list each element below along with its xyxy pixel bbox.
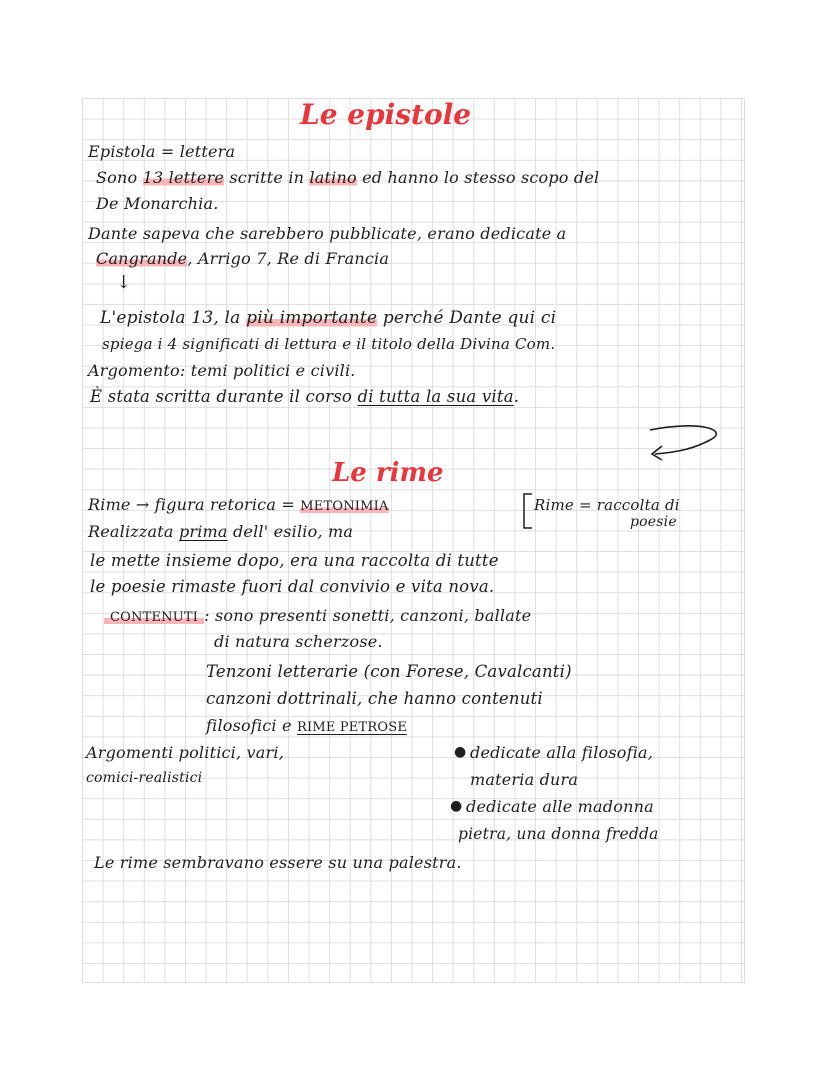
- note-line: Argomento: temi politici e civili.: [88, 361, 356, 380]
- note-text: perché Dante qui ci: [377, 308, 557, 328]
- highlight: latino: [309, 168, 357, 187]
- note-line: le mette insieme dopo, era una raccolta di tutte: [90, 551, 499, 570]
- note-line: [100, 308, 556, 328]
- highlight: METONIMIA: [300, 499, 389, 514]
- underlined-text: RIME PETROSE: [297, 720, 408, 735]
- note-line: Epistola = lettera: [88, 142, 236, 161]
- underlined-text: di tutta la sua vita: [357, 387, 514, 406]
- note-text: scritte in: [224, 168, 310, 187]
- underlined-text: prima: [178, 522, 228, 541]
- down-arrow-icon: ↓: [116, 272, 132, 293]
- note-line: canzoni dottrinali, che hanno contenuti: [206, 689, 543, 708]
- curved-arrow-icon: [640, 410, 730, 470]
- bullet-dot-icon: ●: [454, 744, 467, 760]
- note-text: filosofici e: [206, 716, 297, 735]
- bullet-item: dedicate alle madonna: [466, 797, 654, 816]
- note-line: di natura scherzose.: [214, 632, 383, 651]
- note-text: : sono presenti sonetti, canzoni, ballate: [204, 606, 532, 625]
- highlight: CONTENUTI: [104, 610, 204, 625]
- note-line: comici-realistici: [86, 770, 203, 786]
- page-title: Le epistole: [300, 98, 472, 131]
- note-line: Tenzoni letterarie (con Forese, Cavalcanti): [206, 662, 572, 681]
- note-line: De Monarchia.: [96, 194, 219, 213]
- note-line: [90, 387, 519, 406]
- note-line: [104, 606, 531, 625]
- note-line: [96, 168, 599, 187]
- note-box-line: poesie: [630, 514, 677, 530]
- note-line: spiega i 4 significati di lettura e il titolo della Divina Com.: [102, 335, 556, 353]
- highlight: Cangrande: [96, 249, 188, 268]
- note-line: Dante sapeva che sarebbero pubblicate, erano dedicate a: [88, 224, 567, 243]
- note-text: Realizzata: [88, 522, 179, 541]
- note-text: .: [513, 387, 520, 406]
- note-line: Argomenti politici, vari,: [86, 743, 284, 762]
- note-line: le poesie rimaste fuori dal convivio e vita nova.: [90, 577, 495, 596]
- note-line: [96, 249, 389, 268]
- note-text: Sono: [96, 168, 143, 187]
- note-box-line: Rime = raccolta di: [534, 496, 680, 514]
- note-line: [206, 716, 407, 735]
- note-text: Rime → figura retorica =: [88, 495, 301, 514]
- highlight: più importante: [246, 308, 378, 328]
- section-title: Le rime: [332, 458, 444, 488]
- highlight: 13 lettere: [142, 168, 225, 187]
- note-text: , Arrigo 7, Re di Francia: [187, 249, 390, 268]
- bullet-item: pietra, una donna fredda: [458, 825, 659, 843]
- note-line: [88, 522, 353, 541]
- bullet-dot-icon: ●: [450, 798, 463, 814]
- note-line: [88, 495, 389, 514]
- bullet-item: dedicate alla filosofia,: [470, 743, 654, 762]
- note-text: È stata scritta durante il corso: [90, 387, 358, 406]
- note-text: dell' esilio, ma: [227, 522, 354, 541]
- bracket-icon: [522, 492, 534, 532]
- note-text: L'epistola 13, la: [100, 308, 247, 328]
- bullet-item: materia dura: [470, 770, 579, 789]
- note-line: Le rime sembravano essere su una palestra.: [94, 853, 462, 872]
- note-text: ed hanno lo stesso scopo del: [356, 168, 600, 187]
